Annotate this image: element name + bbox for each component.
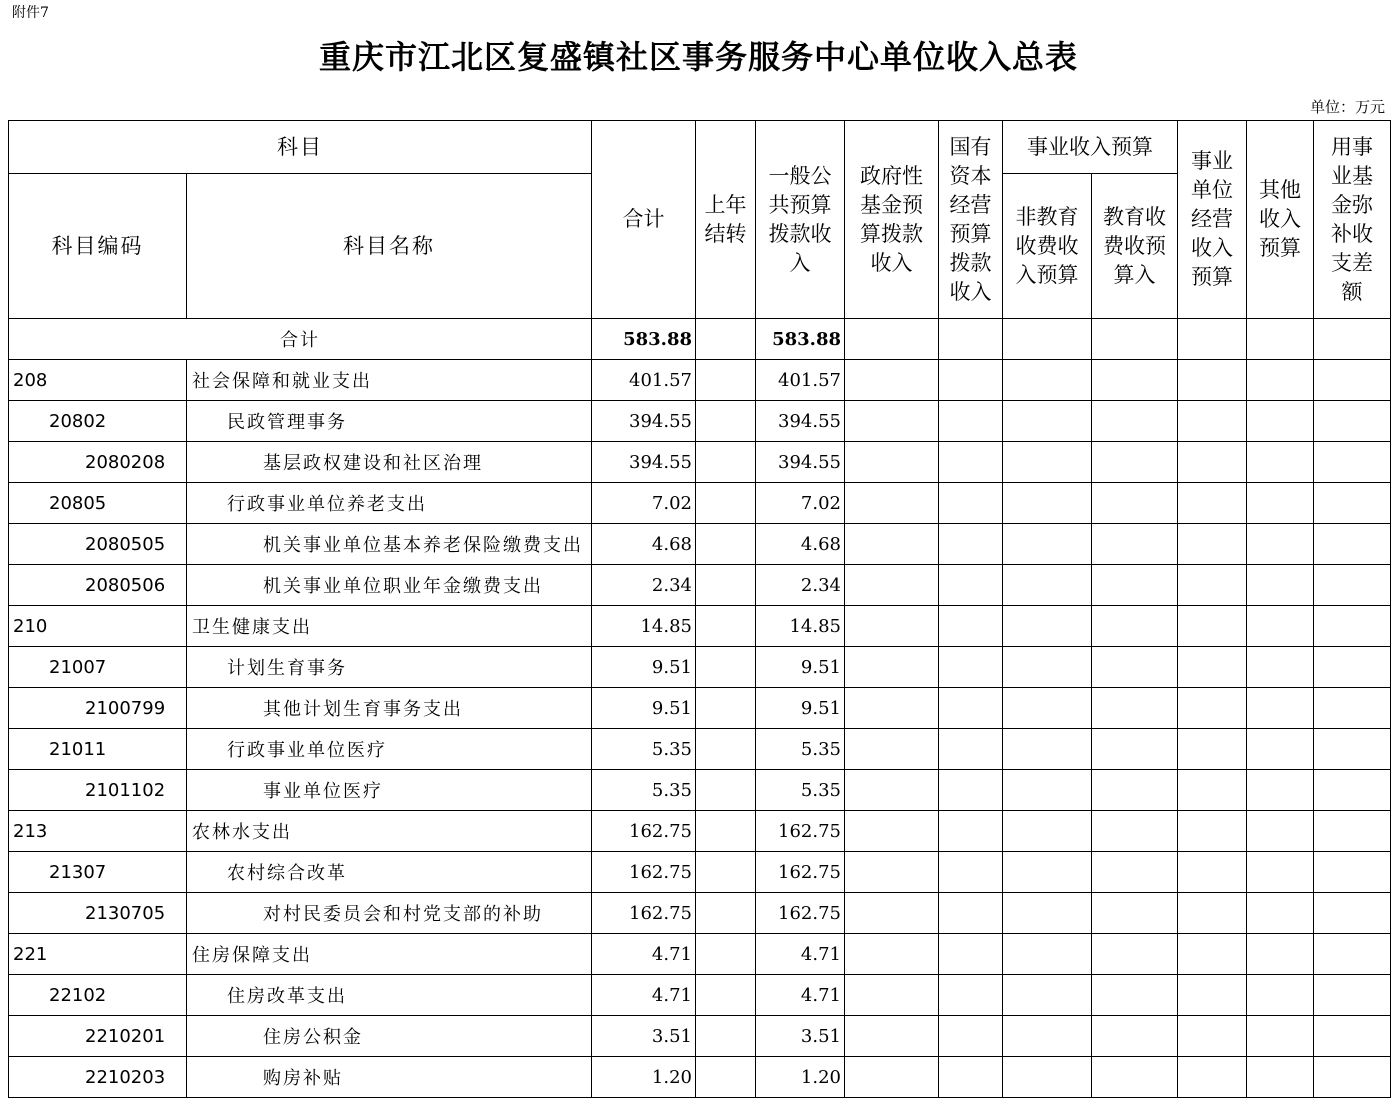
table-row [9,1016,1391,1057]
total-row [9,319,1391,360]
total-amount: 162.75 [592,852,696,893]
table-row [9,852,1391,893]
subject-code: 2100799 [9,688,187,729]
total-general-amount: 583.88 [756,319,845,360]
total-amount: 583.88 [592,319,696,360]
table-row [9,975,1391,1016]
subject-name: 社会保障和就业支出 [187,360,592,401]
subject-name: 事业单位医疗 [187,770,592,811]
header-total: 合计 [592,121,696,319]
general-budget-amount: 4.71 [756,934,845,975]
subject-code: 20802 [9,401,187,442]
table-row [9,483,1391,524]
subject-name: 民政管理事务 [187,401,592,442]
header-carryover: 上年结转 [696,121,756,319]
general-budget-amount: 162.75 [756,852,845,893]
total-amount: 9.51 [592,647,696,688]
subject-name: 计划生育事务 [187,647,592,688]
subject-code: 213 [9,811,187,852]
total-amount: 4.68 [592,524,696,565]
header-other: 其他收入预算 [1247,121,1314,319]
header-general-budget: 一般公共预算拨款收入 [756,121,845,319]
total-amount: 14.85 [592,606,696,647]
table-row [9,770,1391,811]
income-summary-table [8,120,1391,1098]
general-budget-amount: 162.75 [756,811,845,852]
subject-name: 农村综合改革 [187,852,592,893]
total-amount: 162.75 [592,811,696,852]
table-row [9,401,1391,442]
table-row [9,893,1391,934]
subject-name: 购房补贴 [187,1057,592,1098]
header-edu: 教育收费收预算入 [1092,174,1178,319]
subject-name: 行政事业单位医疗 [187,729,592,770]
subject-name: 行政事业单位养老支出 [187,483,592,524]
table-row [9,688,1391,729]
total-amount: 394.55 [592,442,696,483]
subject-code: 2080505 [9,524,187,565]
header-code: 科目编码 [9,174,187,319]
general-budget-amount: 162.75 [756,893,845,934]
subject-code: 22102 [9,975,187,1016]
table-row [9,606,1391,647]
header-subject: 科目 [9,121,592,174]
table-row [9,442,1391,483]
table-row [9,524,1391,565]
table-row [9,811,1391,852]
total-amount: 5.35 [592,729,696,770]
subject-name: 住房改革支出 [187,975,592,1016]
general-budget-amount: 3.51 [756,1016,845,1057]
general-budget-amount: 401.57 [756,360,845,401]
subject-code: 21307 [9,852,187,893]
header-gov-fund: 政府性基金预算拨款收入 [845,121,939,319]
total-amount: 1.20 [592,1057,696,1098]
subject-code: 208 [9,360,187,401]
subject-name: 机关事业单位职业年金缴费支出 [187,565,592,606]
general-budget-amount: 5.35 [756,770,845,811]
general-budget-amount: 7.02 [756,483,845,524]
subject-name: 住房保障支出 [187,934,592,975]
general-budget-amount: 4.71 [756,975,845,1016]
total-amount: 401.57 [592,360,696,401]
total-amount: 3.51 [592,1016,696,1057]
subject-name: 农林水支出 [187,811,592,852]
header-fund-offset: 用事业基金弥补收支差额 [1314,121,1391,319]
total-amount: 5.35 [592,770,696,811]
subject-code: 2101102 [9,770,187,811]
total-amount: 9.51 [592,688,696,729]
table-row [9,729,1391,770]
total-amount: 162.75 [592,893,696,934]
general-budget-amount: 9.51 [756,647,845,688]
total-amount: 4.71 [592,934,696,975]
subject-name: 其他计划生育事务支出 [187,688,592,729]
header-business-ops: 事业单位经营收入预算 [1178,121,1247,319]
page-title: 重庆市江北区复盛镇社区事务服务中心单位收入总表 [318,38,1078,76]
general-budget-amount: 5.35 [756,729,845,770]
attachment-label: 附件7 [12,5,49,21]
total-amount: 7.02 [592,483,696,524]
subject-name: 卫生健康支出 [187,606,592,647]
total-label: 合计 [9,319,592,360]
unit-label: 单位：万元 [1309,98,1385,116]
subject-code: 21011 [9,729,187,770]
subject-code: 20805 [9,483,187,524]
table-row [9,1057,1391,1098]
table-row [9,360,1391,401]
subject-code: 2080506 [9,565,187,606]
total-amount: 2.34 [592,565,696,606]
general-budget-amount: 14.85 [756,606,845,647]
subject-code: 2130705 [9,893,187,934]
general-budget-amount: 394.55 [756,442,845,483]
subject-name: 机关事业单位基本养老保险缴费支出 [187,524,592,565]
subject-code: 2080208 [9,442,187,483]
subject-code: 21007 [9,647,187,688]
subject-code: 2210201 [9,1016,187,1057]
header-state-capital: 国有资本经营预算拨款收入 [939,121,1003,319]
general-budget-amount: 4.68 [756,524,845,565]
subject-code: 210 [9,606,187,647]
general-budget-amount: 2.34 [756,565,845,606]
general-budget-amount: 394.55 [756,401,845,442]
general-budget-amount: 1.20 [756,1057,845,1098]
general-budget-amount: 9.51 [756,688,845,729]
header-name: 科目名称 [187,174,592,319]
total-amount: 4.71 [592,975,696,1016]
subject-name: 基层政权建设和社区治理 [187,442,592,483]
header-non-edu: 非教育收费收入预算 [1003,174,1092,319]
table-row [9,565,1391,606]
total-amount: 394.55 [592,401,696,442]
header-business-income: 事业收入预算 [1003,121,1178,174]
subject-name: 住房公积金 [187,1016,592,1057]
table-row [9,647,1391,688]
table-row [9,934,1391,975]
subject-name: 对村民委员会和村党支部的补助 [187,893,592,934]
subject-code: 2210203 [9,1057,187,1098]
subject-code: 221 [9,934,187,975]
